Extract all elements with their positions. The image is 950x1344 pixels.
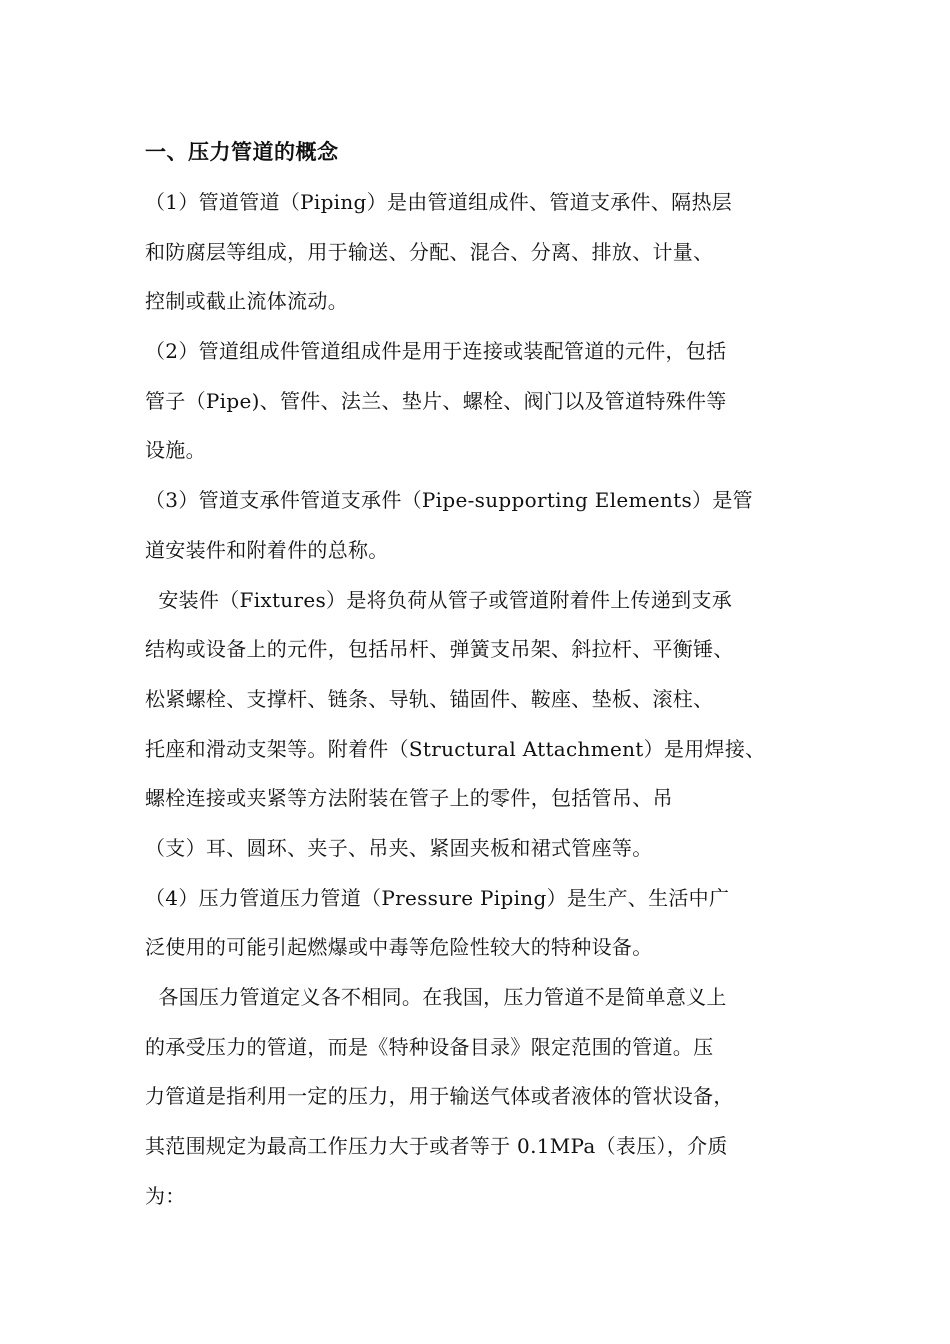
text-line: 为：: [145, 1183, 186, 1208]
document-body: [145, 131, 835, 1221]
text-line: 的承受压力的管道，而是《特种设备目录》限定范围的管道。压: [145, 1034, 714, 1059]
text-line: 安装件（Fixtures）是将负荷从管子或管道附着件上传递到支承: [145, 587, 733, 612]
text-line: 各国压力管道定义各不相同。在我国，压力管道不是简单意义上: [145, 985, 727, 1009]
text-line: 松紧螺栓、支撑杆、链条、导轨、锚固件、鞍座、垫板、滚柱、: [145, 686, 714, 711]
text-line: 螺栓连接或夹紧等方法附装在管子上的零件，包括管吊、吊: [145, 786, 673, 811]
text-line: （支）耳、圆环、夹子、吊夹、紧固夹板和裙式管座等。: [145, 835, 653, 860]
text-line: （3）管道支承件管道支承件（Pipe-supporting Elements）是管: [145, 488, 753, 513]
text-line: （4）压力管道压力管道（Pressure Piping）是生产、生活中广: [145, 885, 730, 910]
text-line: 泛使用的可能引起燃爆或中毒等危险性较大的特种设备。: [145, 935, 653, 960]
text-line: 管子（Pipe)、管件、法兰、垫片、螺栓、阀门以及管道特殊件等: [145, 388, 727, 413]
text-line: 力管道是指利用一定的压力，用于输送气体或者液体的管状设备，: [145, 1084, 734, 1109]
text-line: 控制或截止流体流动。: [145, 289, 348, 314]
text-line: 道安装件和附着件的总称。: [145, 537, 389, 562]
text-line: 结构或设备上的元件，包括吊杆、弹簧支吊架、斜拉杆、平衡锤、: [145, 637, 734, 662]
text-line: （2）管道组成件管道组成件是用于连接或装配管道的元件，包括: [145, 339, 727, 364]
text-line: 设施。: [145, 438, 206, 463]
text-line: 托座和滑动支架等。附着件（Structural Attachment）是用焊接、: [145, 736, 766, 761]
text-line: 和防腐层等组成，用于输送、分配、混合、分离、排放、计量、: [145, 239, 714, 264]
section-heading: 一、压力管道的概念: [145, 140, 339, 164]
text-line: （1）管道管道（Piping）是由管道组成件、管道支承件、隔热层: [145, 190, 733, 214]
text-line: 其范围规定为最高工作压力大于或者等于 0.1MPa（表压），介质: [145, 1134, 728, 1159]
